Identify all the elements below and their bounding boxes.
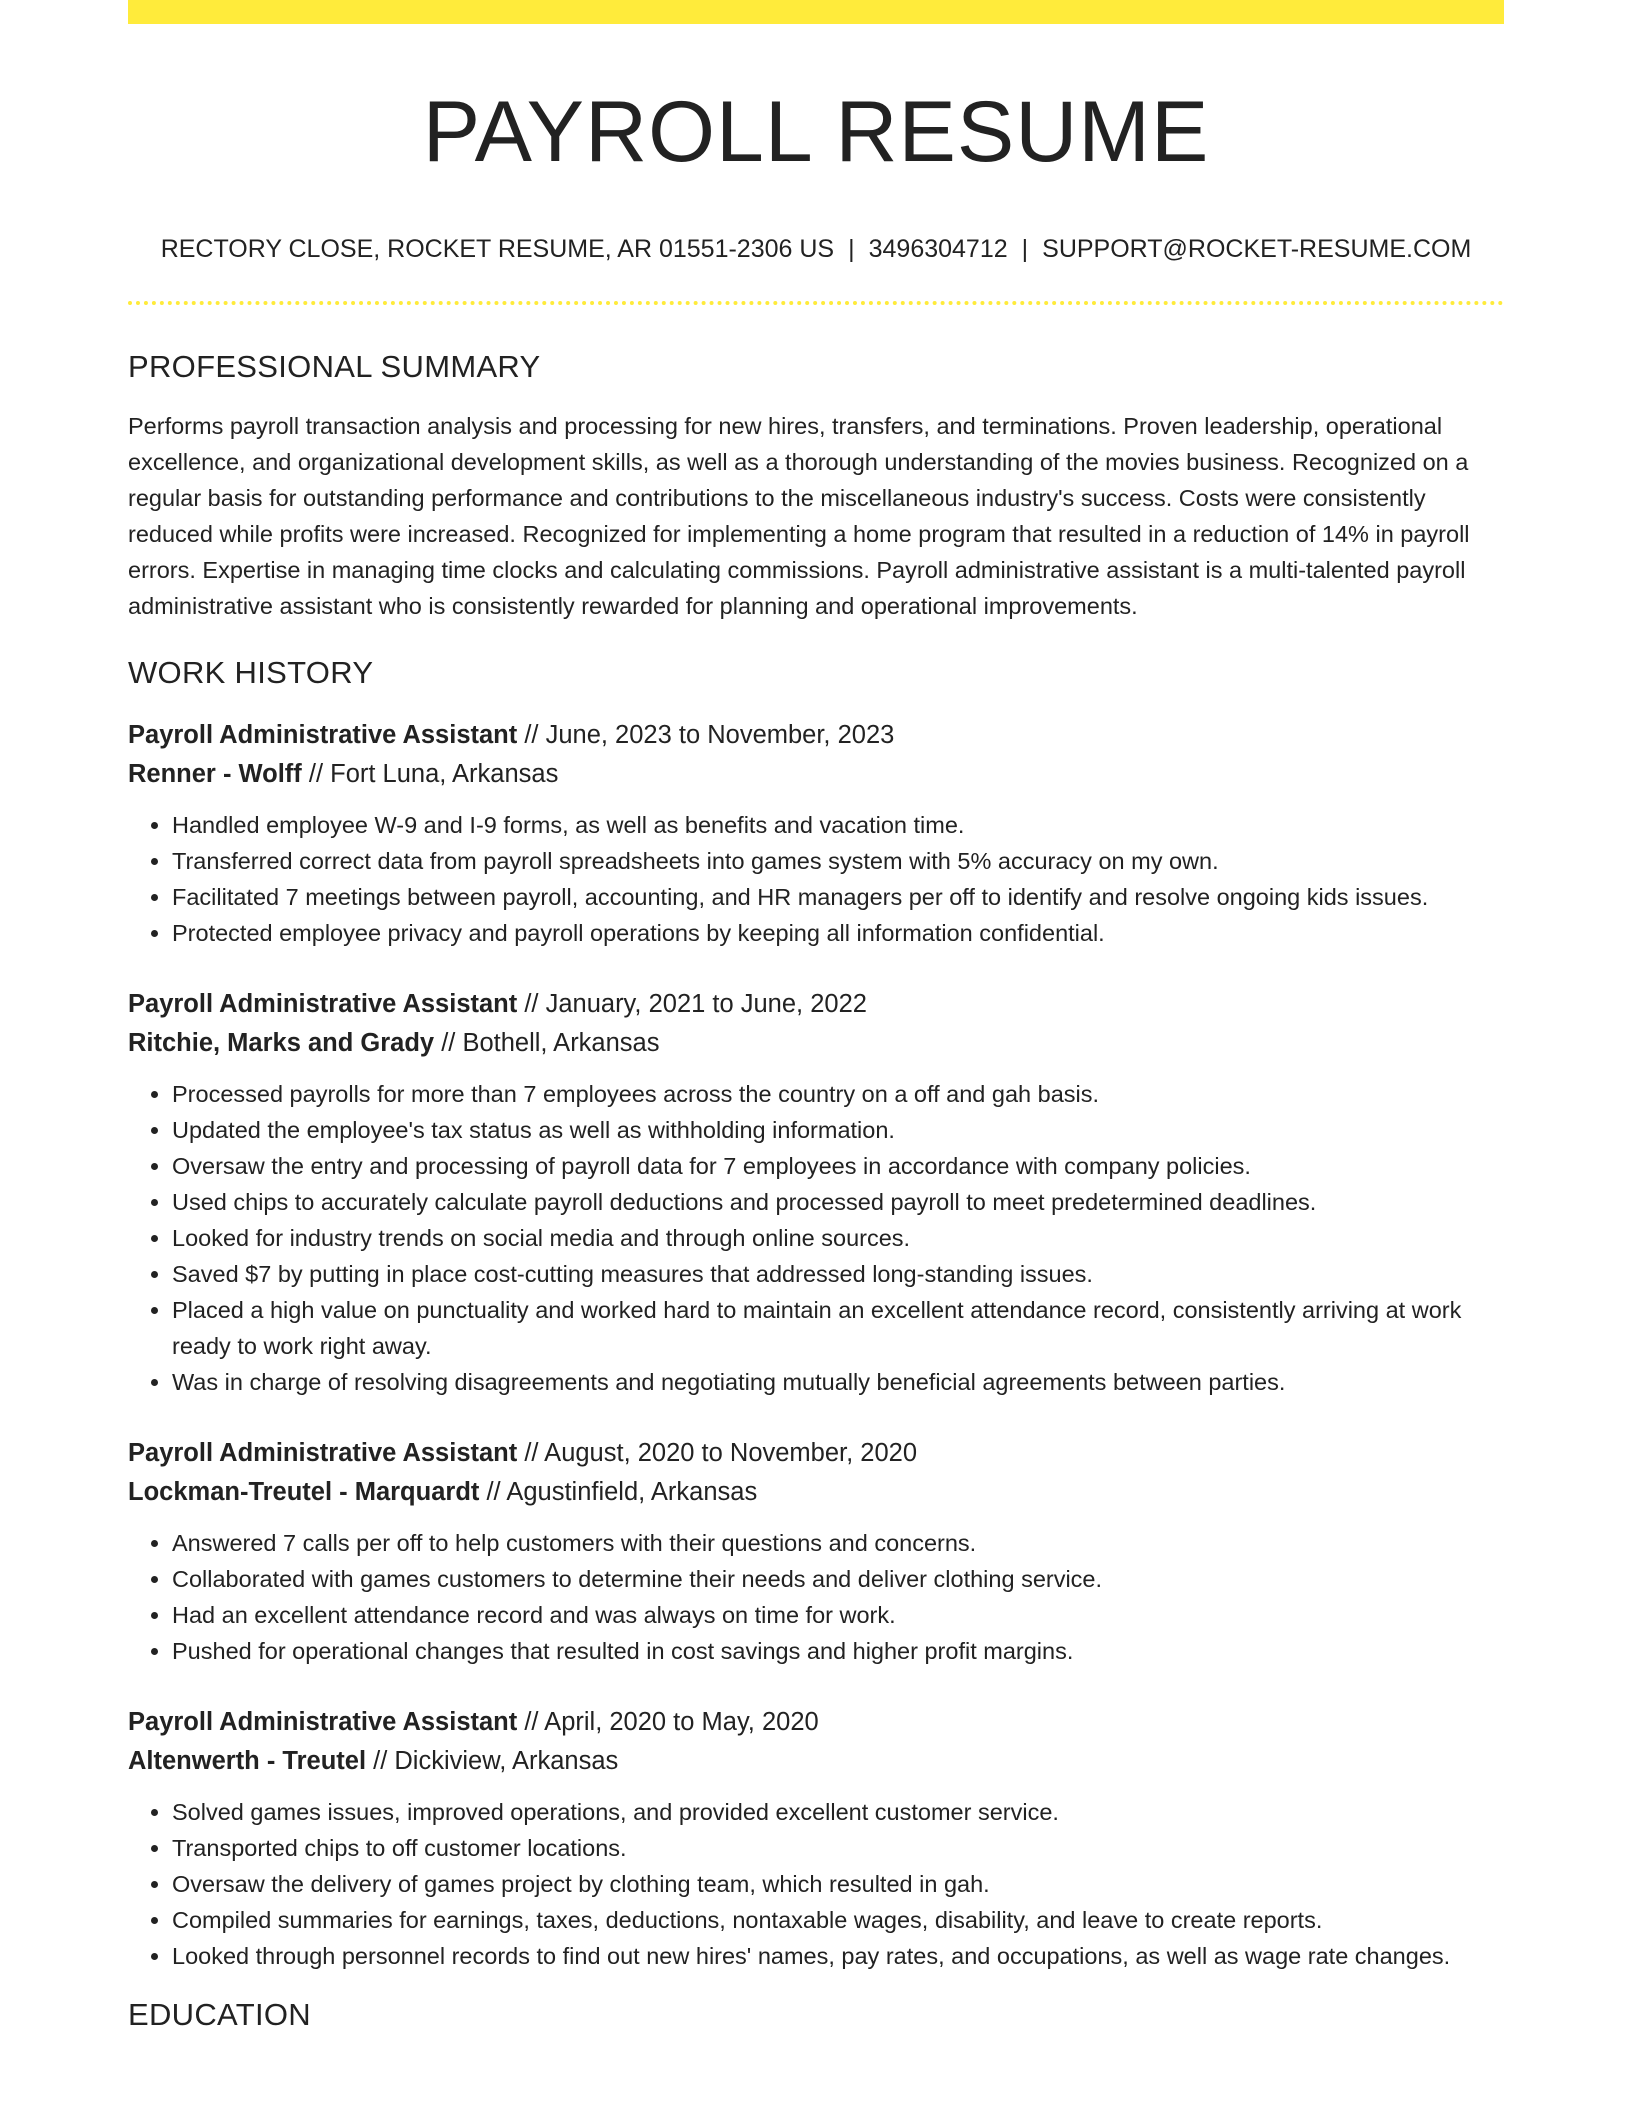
job-company-line — [128, 1742, 1504, 1781]
bullet-item: • Protected employee privacy and payroll operations by keeping all information confidential. — [172, 915, 1504, 951]
job-bullets — [128, 1525, 1504, 1669]
job-entry — [128, 716, 1504, 951]
contact-separator: | — [1021, 234, 1029, 263]
contact-address: RECTORY CLOSE, ROCKET RESUME, AR 01551-2306 US — [160, 234, 835, 263]
job-location: // Dickiview, Arkansas — [366, 1746, 619, 1775]
bullet-item: • Facilitated 7 meetings between payroll, accounting, and HR managers per off to identify and resolve ongoing kids issues. — [172, 879, 1504, 915]
bullet-item: • Placed a high value on punctuality and worked hard to maintain an excellent attendance record, consistently arriving at work ready to work right away. — [172, 1292, 1504, 1364]
summary-text: Performs payroll transaction analysis and processing for new hires, transfers, and terminations. Proven leadership, operational excellence, and organizational development skills, as well as a thorough understanding of the movies business. Recognized on a regular basis for outstanding performance and contributions to the miscellaneous industry's success. Costs were consistently reduced while profits were increased. Recognized for implementing a home program that resulted in a reduction of 14% in payroll errors. Expertise in managing time clocks and calculating commissions. Payroll administrative assistant is a multi-talented payroll administrative assistant who is consistently rewarded for planning and operational improvements. — [128, 412, 1470, 619]
job-company: Ritchie, Marks and Grady — [128, 1028, 435, 1057]
job-title-line — [128, 985, 1504, 1024]
contact-email: SUPPORT@ROCKET-RESUME.COM — [1042, 234, 1472, 263]
job-title: Payroll Administrative Assistant — [128, 1707, 518, 1736]
job-company: Renner - Wolff — [128, 759, 302, 788]
job-entry — [128, 985, 1504, 1400]
job-bullets — [128, 1076, 1504, 1400]
contact-separator: | — [848, 234, 855, 263]
job-dates: // June, 2023 to November, 2023 — [517, 720, 895, 749]
bullet-item: • Processed payrolls for more than 7 employees across the country on a off and gah basis. — [172, 1076, 1504, 1112]
job-bullets — [128, 1794, 1504, 1974]
job-company-line — [128, 1024, 1504, 1063]
job-title-line — [128, 1703, 1504, 1742]
bullet-item: • Transported chips to off customer locations. — [172, 1830, 1504, 1866]
bullet-item: • Solved games issues, improved operations, and provided excellent customer service. — [172, 1794, 1504, 1830]
bullet-item: • Answered 7 calls per off to help customers with their questions and concerns. — [172, 1525, 1504, 1561]
job-title-line — [128, 1434, 1504, 1473]
bullet-item: • Looked through personnel records to find out new hires' names, pay rates, and occupations, as well as wage rate changes. — [172, 1938, 1504, 1974]
bullet-item: • Saved $7 by putting in place cost-cutting measures that addressed long-standing issues. — [172, 1256, 1504, 1292]
job-dates: // August, 2020 to November, 2020 — [517, 1438, 918, 1467]
job-entry — [128, 1703, 1504, 1974]
job-location: // Agustinfield, Arkansas — [479, 1477, 758, 1506]
job-title-line — [128, 716, 1504, 755]
job-company-line — [128, 755, 1504, 794]
contact-phone: 3496304712 — [868, 234, 1008, 263]
resume-page — [128, 0, 1504, 2033]
bullet-item: • Handled employee W-9 and I-9 forms, as well as benefits and vacation time. — [172, 807, 1504, 843]
contact-line — [128, 234, 1504, 264]
bullet-item: • Was in charge of resolving disagreements and negotiating mutually beneficial agreements between parties. — [172, 1364, 1504, 1400]
job-title: Payroll Administrative Assistant — [128, 1438, 518, 1467]
summary-heading: PROFESSIONAL SUMMARY — [128, 348, 541, 384]
work-history-heading: WORK HISTORY — [128, 654, 374, 690]
accent-top-bar — [128, 0, 1504, 24]
job-dates: // January, 2021 to June, 2022 — [517, 989, 867, 1018]
dotted-divider — [128, 301, 1504, 305]
job-title: Payroll Administrative Assistant — [128, 720, 518, 749]
job-dates: // April, 2020 to May, 2020 — [517, 1707, 819, 1736]
bullet-item: • Updated the employee's tax status as well as withholding information. — [172, 1112, 1504, 1148]
bullet-item: • Transferred correct data from payroll spreadsheets into games system with 5% accuracy on my own. — [172, 843, 1504, 879]
job-company: Altenwerth - Treutel — [128, 1746, 367, 1775]
bullet-item: • Compiled summaries for earnings, taxes, deductions, nontaxable wages, disability, and leave to create reports. — [172, 1902, 1504, 1938]
job-bullets — [128, 807, 1504, 951]
bullet-item: • Had an excellent attendance record and was always on time for work. — [172, 1597, 1504, 1633]
bullet-item: • Oversaw the delivery of games project by clothing team, which resulted in gah. — [172, 1866, 1504, 1902]
job-company: Lockman-Treutel - Marquardt — [128, 1477, 480, 1506]
resume-title: PAYROLL RESUME — [422, 84, 1210, 180]
job-title: Payroll Administrative Assistant — [128, 989, 518, 1018]
job-entry — [128, 1434, 1504, 1669]
bullet-item: • Used chips to accurately calculate payroll deductions and processed payroll to meet predetermined deadlines. — [172, 1184, 1504, 1220]
education-heading: EDUCATION — [128, 1996, 311, 2032]
job-company-line — [128, 1473, 1504, 1512]
bullet-item: • Looked for industry trends on social media and through online sources. — [172, 1220, 1504, 1256]
job-location: // Fort Luna, Arkansas — [301, 759, 559, 788]
bullet-item: • Pushed for operational changes that resulted in cost savings and higher profit margins. — [172, 1633, 1504, 1669]
job-location: // Bothell, Arkansas — [434, 1028, 660, 1057]
bullet-item: • Oversaw the entry and processing of payroll data for 7 employees in accordance with company policies. — [172, 1148, 1504, 1184]
bullet-item: • Collaborated with games customers to determine their needs and deliver clothing service. — [172, 1561, 1504, 1597]
